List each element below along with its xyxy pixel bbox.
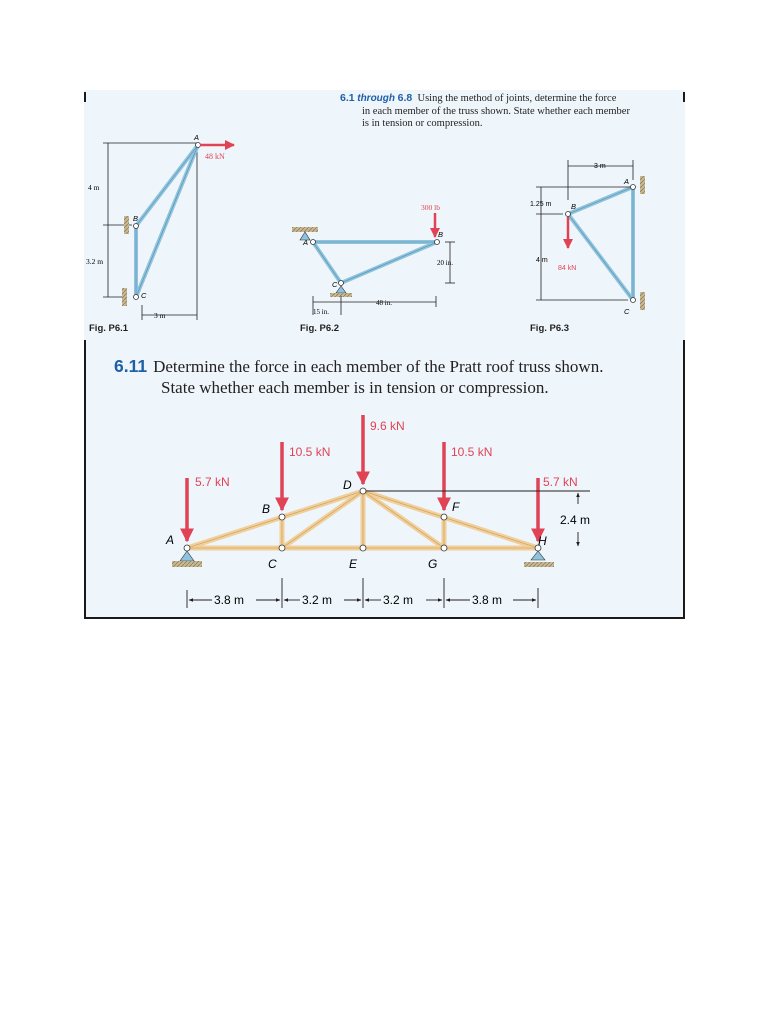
p63-dim-top: 3 m (594, 163, 606, 170)
p63-support-a (640, 176, 645, 194)
truss-joint-b-label: B (262, 502, 271, 516)
figure-6-11-pratt-truss (165, 415, 590, 608)
figure-p6-3 (530, 160, 645, 316)
p63-support-c (640, 292, 645, 310)
p61-joint-b (134, 224, 139, 229)
truss-load-f: 10.5 kN (451, 445, 493, 459)
truss-members (187, 491, 538, 548)
truss-joint-d-label: D (343, 478, 352, 492)
problem-6-11-line2: State whether each member is in tension or compression. (161, 378, 549, 397)
truss-joint-d (360, 488, 366, 494)
p62-members (313, 242, 437, 283)
truss-span-4: 3.8 m (472, 593, 503, 607)
truss-load-b: 10.5 kN (289, 445, 331, 459)
figure-p6-2 (292, 203, 455, 316)
truss-joint-g (441, 545, 447, 551)
p63-dim-height: 4 m (536, 257, 548, 264)
truss-support-a-pin (180, 551, 194, 561)
p61-joint-c-label: C (141, 291, 147, 300)
p61-joint-a (196, 143, 201, 148)
truss-joint-c-label: C (268, 557, 277, 571)
p62-dim-short: 15 in. (313, 308, 329, 316)
p63-members-outline (568, 187, 633, 300)
problem-number: 6.1 (340, 92, 355, 104)
p62-roller-c (336, 286, 346, 293)
figure-p6-1 (86, 133, 234, 320)
through-word: through (357, 93, 395, 104)
instruction-line2: in each member of the truss shown. State whether each member (362, 105, 630, 117)
truss-joint-e-label: E (349, 557, 358, 571)
p63-joint-c-label: C (624, 307, 630, 316)
p61-dim-bottom: 3.2 m (86, 257, 104, 266)
caption-fig-p6-2: Fig. P6.2 (300, 323, 340, 334)
p61-members-outline (136, 145, 198, 297)
p61-dimension-lines (103, 143, 197, 320)
truss-span-3: 3.2 m (383, 593, 414, 607)
truss-joint-a-label: A (166, 533, 175, 547)
truss-span-2: 3.2 m (302, 593, 333, 607)
truss-joint-f-label: F (452, 500, 460, 514)
truss-load-d: 9.6 kN (370, 419, 405, 433)
p63-dim-small: 1.25 m (530, 201, 552, 208)
p61-dim-horizontal: 3 m (154, 311, 166, 320)
truss-span-1: 3.8 m (214, 593, 245, 607)
caption-fig-p6-1: Fig. P6.1 (89, 323, 129, 334)
p62-dim-height: 20 in. (437, 259, 453, 267)
p62-joint-a-label: A (303, 238, 309, 247)
truss-joint-h-label: H (538, 534, 547, 548)
p62-joint-b-label: B (438, 230, 444, 239)
truss-joint-c (279, 545, 285, 551)
p62-load-label: 300 lb (421, 203, 440, 212)
p61-joint-c (134, 295, 139, 300)
problem-6-11 (114, 356, 684, 398)
truss-support-h-roller (531, 551, 545, 560)
p63-joint-b-label: B (571, 202, 577, 211)
problem-6-11-line1: Determine the force in each member of the Pratt roof truss shown. (153, 357, 604, 376)
caption-fig-p6-3: Fig. P6.3 (530, 323, 570, 334)
p63-joint-a-label: A (624, 177, 630, 186)
p62-dim-long: 48 in. (376, 299, 392, 307)
p61-support-b (124, 216, 129, 234)
p62-wall-top (292, 227, 318, 232)
p63-joint-c (631, 298, 636, 303)
p61-joint-b-label: B (133, 214, 139, 223)
truss-load-a: 5.7 kN (195, 475, 230, 489)
truss-joint-b (279, 514, 285, 520)
p63-members (568, 187, 633, 300)
p62-joint-b (435, 240, 440, 245)
truss-joint-f (441, 514, 447, 520)
truss-support-a-ground (172, 561, 202, 567)
p61-load-label: 48 kN (205, 152, 225, 161)
truss-joint-g-label: G (428, 557, 438, 571)
p62-joint-c-label: C (332, 280, 338, 289)
truss-support-h-ground (524, 562, 554, 567)
p63-joint-b (566, 212, 571, 217)
p61-joint-a-label: A (194, 133, 200, 142)
p62-joint-a (311, 240, 316, 245)
p63-load-label: 84 kN (558, 265, 577, 272)
truss-load-h: 5.7 kN (543, 475, 578, 489)
p61-support-c (122, 288, 127, 306)
problem-number-end: 6.8 (397, 92, 413, 104)
p62-joint-c (339, 281, 344, 286)
problem-6-11-number: 6.11 (114, 356, 148, 376)
p63-joint-a (631, 185, 636, 190)
truss-joint-a (184, 545, 190, 551)
instruction-line1: Using the method of joints, determine the force (417, 93, 617, 104)
instruction-line3: is in tension or compression. (362, 118, 483, 129)
truss-joint-e (360, 545, 366, 551)
truss-dim-height: 2.4 m (560, 513, 591, 527)
p61-dim-top: 4 m (88, 183, 100, 192)
